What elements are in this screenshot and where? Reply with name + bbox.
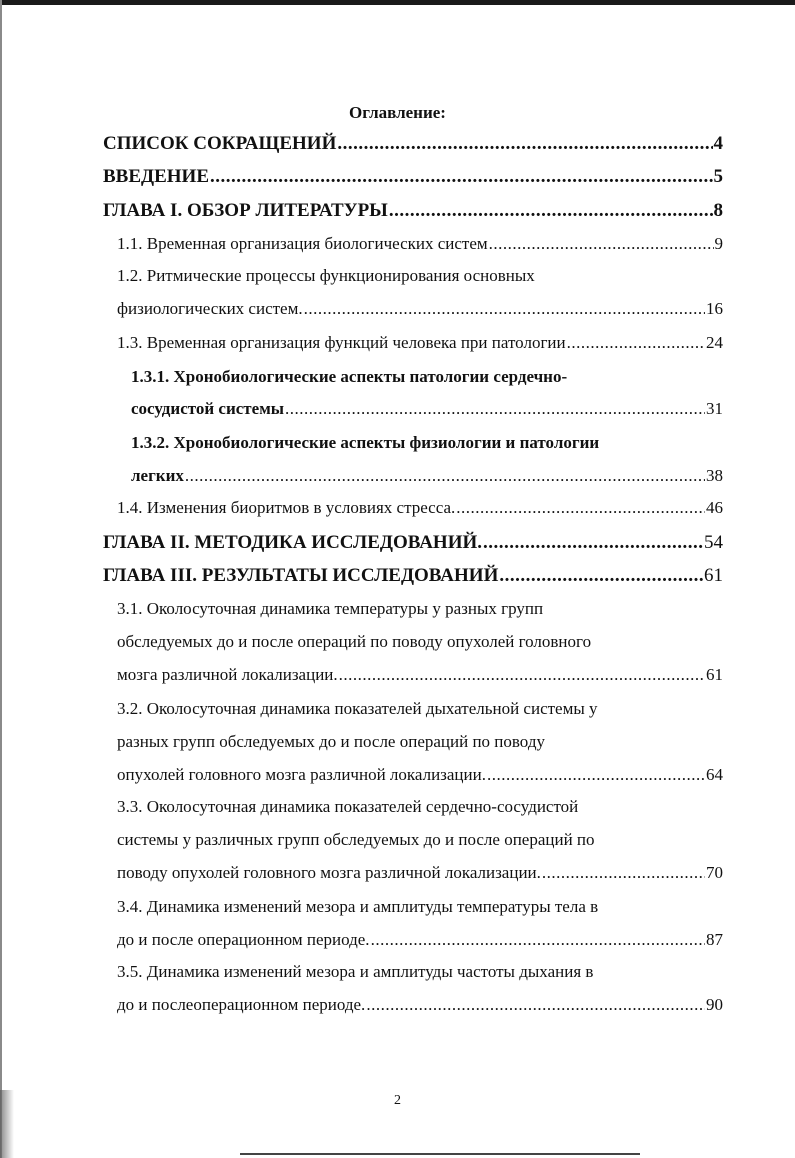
toc-page-number: 38	[706, 466, 723, 485]
toc-page-number: 16	[706, 299, 723, 318]
toc-entry-text: сосудистой системы	[131, 399, 285, 418]
toc-entry-1-4[interactable]	[117, 498, 723, 518]
toc-entry-3-2-line2: разных групп обследуемых до и после операций по поводу	[117, 732, 545, 751]
toc-entry-text: физиологических систем.	[117, 299, 303, 318]
toc-page-number: 64	[706, 765, 723, 784]
toc-entry-1-3-1[interactable]	[131, 399, 723, 419]
toc-entry-3-1-line2: обследуемых до и после операций по поводу опухолей головного	[117, 632, 592, 651]
toc-entry-text: ВВЕДЕНИЕ	[103, 166, 209, 187]
toc-entry-3-4[interactable]	[117, 930, 723, 950]
dot-leader	[366, 995, 705, 1015]
dot-leader	[339, 665, 705, 685]
scan-left-border	[0, 0, 2, 1158]
dot-leader	[567, 333, 705, 353]
toc-entry-3-1[interactable]	[117, 665, 723, 685]
toc-entry-1-3-1-line1: 1.3.1. Хронобиологические аспекты патологии сердечно-	[131, 367, 568, 386]
toc-entry-3-5[interactable]	[117, 995, 723, 1015]
dot-leader	[371, 930, 705, 950]
toc-entry-text: поводу опухолей головного мозга различной локализации.	[117, 863, 541, 882]
toc-page-number: 5	[713, 166, 723, 187]
toc-entry-text: легких	[131, 466, 184, 485]
page-number: 2	[394, 1093, 401, 1108]
toc-entry-abbreviations[interactable]	[103, 133, 723, 155]
toc-page-number: 9	[714, 234, 723, 253]
toc-entry-text: мозга различной локализации.	[117, 665, 338, 684]
dot-leader	[542, 863, 705, 883]
toc-page-number: 87	[706, 930, 723, 949]
toc-page-number: 61	[706, 665, 723, 684]
dot-leader	[483, 532, 703, 554]
toc-page-number: 24	[706, 333, 723, 352]
toc-entry-chapter-2[interactable]	[103, 532, 723, 554]
dot-leader	[456, 498, 705, 518]
scan-top-border	[0, 0, 795, 5]
dot-leader	[210, 166, 713, 188]
toc-entry-text: 1.3. Временная организация функций человека при патологии	[117, 333, 566, 352]
toc-page-number: 46	[706, 498, 723, 517]
toc-page-number: 61	[704, 565, 723, 586]
toc-entry-3-3-line1: 3.3. Околосуточная динамика показателей сердечно-сосудистой	[117, 797, 579, 816]
dot-leader	[337, 133, 712, 155]
toc-entry-1-3-2[interactable]	[131, 466, 723, 486]
toc-entry-text: опухолей головного мозга различной локализации.	[117, 765, 486, 784]
toc-entry-text: 1.4. Изменения биоритмов в условиях стресса.	[117, 498, 456, 517]
toc-entry-text: ГЛАВА III. РЕЗУЛЬТАТЫ ИССЛЕДОВАНИЙ	[103, 565, 499, 586]
toc-entry-text: ГЛАВА II. МЕТОДИКА ИССЛЕДОВАНИЙ.	[103, 532, 483, 553]
toc-entry-introduction[interactable]	[103, 166, 723, 188]
toc-page-number: 70	[706, 863, 723, 882]
toc-entry-text: ГЛАВА I. ОБЗОР ЛИТЕРАТУРЫ	[103, 200, 388, 221]
toc-page-number: 54	[704, 532, 723, 553]
dot-leader	[499, 565, 703, 587]
toc-entry-3-4-line1: 3.4. Динамика изменений мезора и амплитуды температуры тела в	[117, 897, 599, 916]
dot-leader	[389, 200, 713, 222]
toc-entry-chapter-3[interactable]	[103, 565, 723, 587]
toc-entry-1-3-2-line1: 1.3.2. Хронобиологические аспекты физиологии и патологии	[131, 433, 600, 452]
toc-entry-text: до и послеоперационном периоде.	[117, 995, 366, 1014]
scan-bottom-edge	[240, 1153, 640, 1155]
toc-page-number: 4	[713, 133, 723, 154]
dot-leader	[285, 399, 705, 419]
toc-entry-1-1[interactable]	[117, 234, 723, 254]
toc-page-number: 90	[706, 995, 723, 1014]
dot-leader	[185, 466, 705, 486]
dot-leader	[487, 765, 705, 785]
toc-entry-3-3[interactable]	[117, 863, 723, 883]
toc-entry-1-3[interactable]	[117, 333, 723, 353]
dot-leader	[489, 234, 714, 254]
toc-entry-3-5-line1: 3.5. Динамика изменений мезора и амплитуды частоты дыхания в	[117, 962, 594, 981]
dot-leader	[304, 299, 705, 319]
toc-entry-chapter-1[interactable]	[103, 200, 723, 222]
toc-entry-3-2[interactable]	[117, 765, 723, 785]
toc-title: Оглавление:	[349, 103, 446, 122]
toc-entry-3-3-line2: системы у различных групп обследуемых до и после операций по	[117, 830, 595, 849]
toc-entry-text: до и после операционном периоде.	[117, 930, 370, 949]
toc-entry-3-2-line1: 3.2. Околосуточная динамика показателей дыхательной системы у	[117, 699, 598, 718]
toc-page-number: 8	[713, 200, 723, 221]
toc-page-number: 31	[706, 399, 723, 418]
toc-entry-1-2-line1: 1.2. Ритмические процессы функционирования основных	[117, 266, 535, 285]
toc-entry-text: СПИСОК СОКРАЩЕНИЙ	[103, 133, 337, 154]
toc-entry-text: 1.1. Временная организация биологических систем	[117, 234, 488, 253]
toc-entry-3-1-line1: 3.1. Околосуточная динамика температуры у разных групп	[117, 599, 544, 618]
toc-entry-1-2[interactable]	[117, 299, 723, 319]
